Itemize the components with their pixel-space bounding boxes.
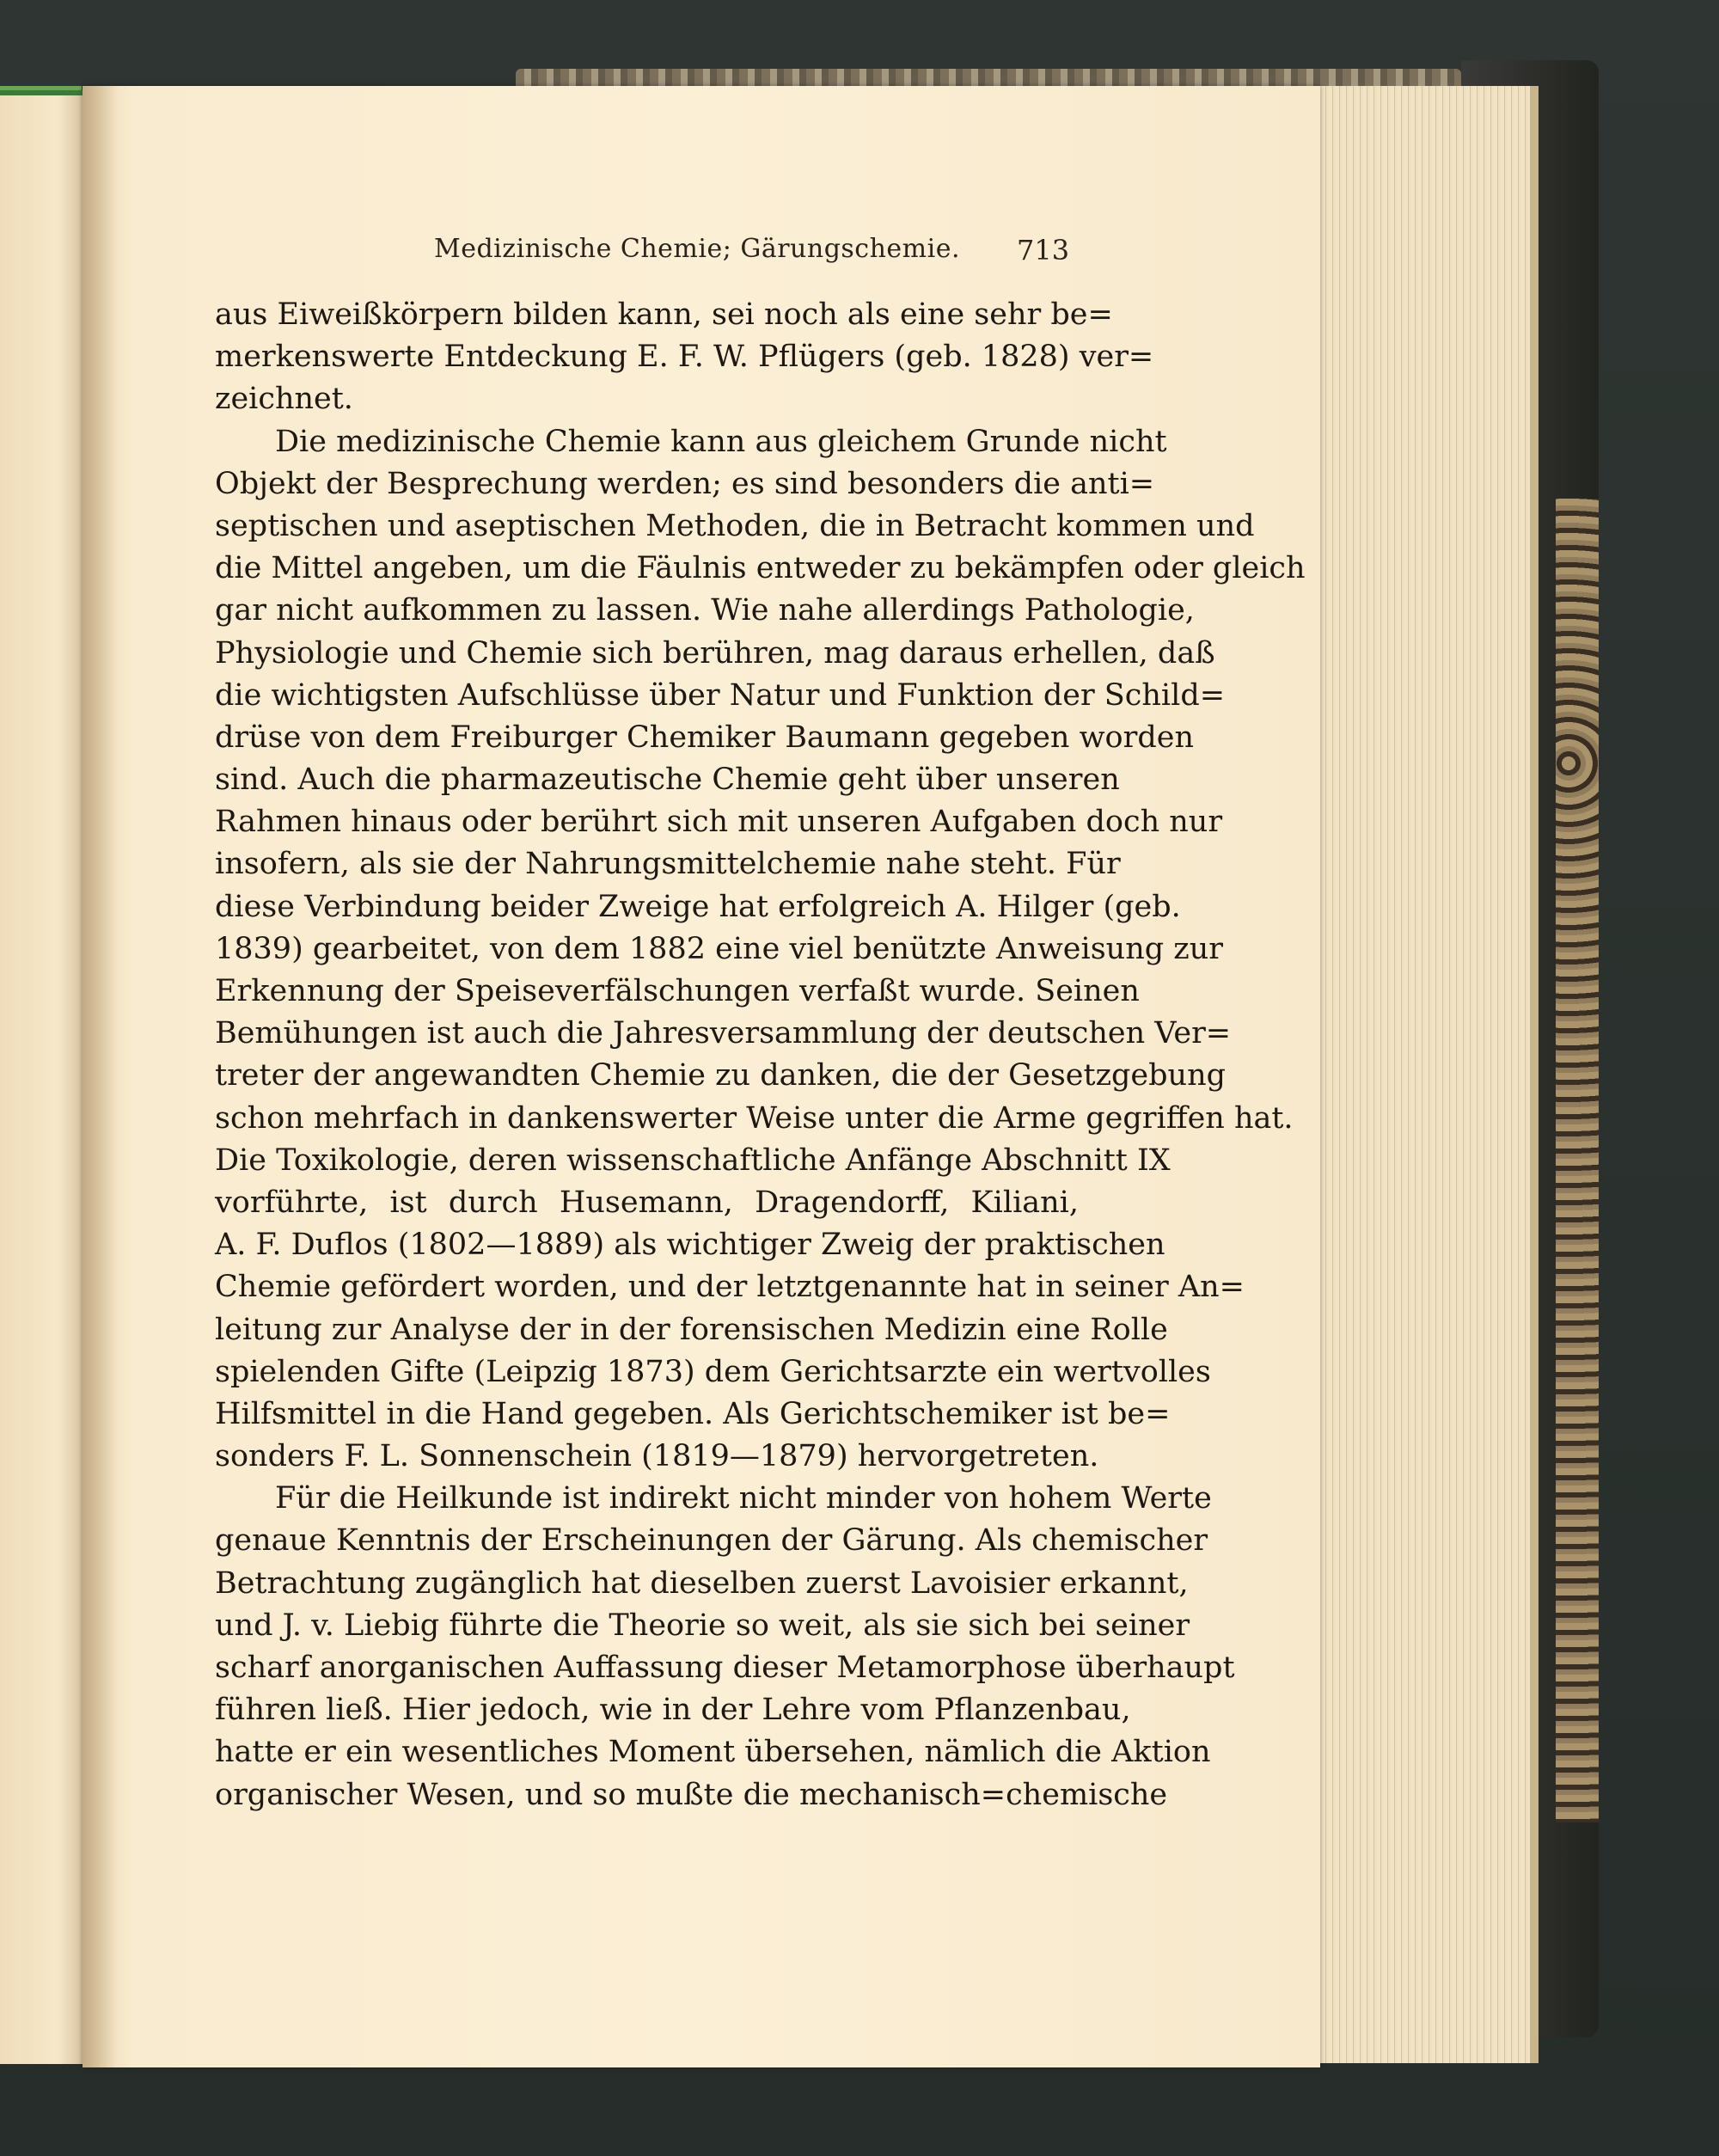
text-line: vorführte, ist durch Husemann, Dragendorff, Kiliani,	[215, 1185, 1079, 1220]
text-line: Objekt der Besprechung werden; es sind besonders die anti=	[215, 466, 1155, 501]
page-fore-edge	[1315, 86, 1539, 2063]
running-head: Medizinische Chemie; Gärungschemie.	[434, 234, 961, 264]
text-line: septischen und aseptischen Methoden, die in Betracht kommen und	[215, 508, 1255, 543]
text-line: drüse von dem Freiburger Chemiker Baumann gegeben worden	[215, 720, 1195, 755]
text-line: genaue Kenntnis der Erscheinungen der Gärung. Als chemischer	[215, 1523, 1208, 1559]
text-line: schon mehrfach in dankenswerter Weise unter die Arme gegriffen hat.	[215, 1100, 1294, 1136]
page-number: 713	[1017, 234, 1070, 266]
body-text	[215, 294, 1306, 1816]
text-line: Betrachtung zugänglich hat dieselben zuerst Lavoisier erkannt,	[215, 1565, 1189, 1601]
text-line: sind. Auch die pharmazeutische Chemie geht über unseren	[215, 763, 1120, 798]
text-line: Die medizinische Chemie kann aus gleichem Grunde nicht	[275, 424, 1167, 459]
left-page-edge	[0, 90, 83, 2064]
text-line: die Mittel angeben, um die Fäulnis entweder zu bekämpfen oder gleich	[215, 551, 1306, 586]
text-line: Bemühungen ist auch die Jahresversammlung der deutschen Ver=	[215, 1016, 1232, 1051]
text-line: organischer Wesen, und so mußte die mechanisch=chemische	[215, 1777, 1168, 1812]
text-line: insofern, als sie der Nahrungsmittelchemie nahe steht. Für	[215, 847, 1121, 882]
text-line: die wichtigsten Aufschlüsse über Natur und Funktion der Schild=	[215, 677, 1226, 713]
text-line: scharf anorganischen Auffassung dieser Metamorphose überhaupt	[215, 1651, 1235, 1685]
text-line: führen ließ. Hier jedoch, wie in der Lehre vom Pflanzenbau,	[215, 1693, 1131, 1728]
text-line: hatte er ein wesentliches Moment übersehen, nämlich die Aktion	[215, 1735, 1211, 1770]
marbled-spine-edge	[1556, 499, 1599, 1822]
page-gutter-shadow	[83, 86, 117, 2067]
text-line: aus Eiweißkörpern bilden kann, sei noch als eine sehr be=	[215, 297, 1113, 332]
text-line: spielenden Gifte (Leipzig 1873) dem Gerichtsarzte ein wertvolles	[215, 1354, 1211, 1389]
text-line: Rahmen hinaus oder berührt sich mit unseren Aufgaben doch nur	[215, 805, 1223, 840]
text-line: gar nicht aufkommen zu lassen. Wie nahe allerdings Pathologie,	[215, 593, 1195, 628]
text-line: Erkennung der Speiseverfälschungen verfaßt wurde. Seinen	[215, 974, 1140, 1008]
text-line: leitung zur Analyse der in der forensischen Medizin eine Rolle	[215, 1312, 1168, 1347]
text-line: diese Verbindung beider Zweige hat erfolgreich A. Hilger (geb.	[215, 889, 1181, 924]
text-line: zeichnet.	[215, 382, 353, 417]
text-line: Für die Heilkunde ist indirekt nicht minder von hohem Werte	[275, 1481, 1212, 1516]
text-line: Physiologie und Chemie sich berühren, mag daraus erhellen, daß	[215, 635, 1215, 671]
text-line: A. F. Duflos (1802—1889) als wichtiger Zweig der praktischen	[215, 1228, 1165, 1263]
text-line: treter der angewandten Chemie zu danken, die der Gesetzgebung	[215, 1058, 1227, 1093]
text-line: Chemie gefördert worden, und der letztgenannte hat in seiner An=	[215, 1270, 1245, 1305]
text-line: und J. v. Liebig führte die Theorie so weit, als sie sich bei seiner	[215, 1608, 1190, 1643]
text-line: 1839) gearbeitet, von dem 1882 eine viel benützte Anweisung zur	[215, 931, 1223, 966]
text-line: sonders F. L. Sonnenschein (1819—1879) hervorgetreten.	[215, 1439, 1099, 1474]
text-line: merkenswerte Entdeckung E. F. W. Pflügers (geb. 1828) ver=	[215, 340, 1154, 375]
text-line: Die Toxikologie, deren wissenschaftliche Anfänge Abschnitt IX	[215, 1142, 1171, 1178]
text-line: Hilfsmittel in die Hand gegeben. Als Gerichtschemiker ist be=	[215, 1396, 1171, 1431]
